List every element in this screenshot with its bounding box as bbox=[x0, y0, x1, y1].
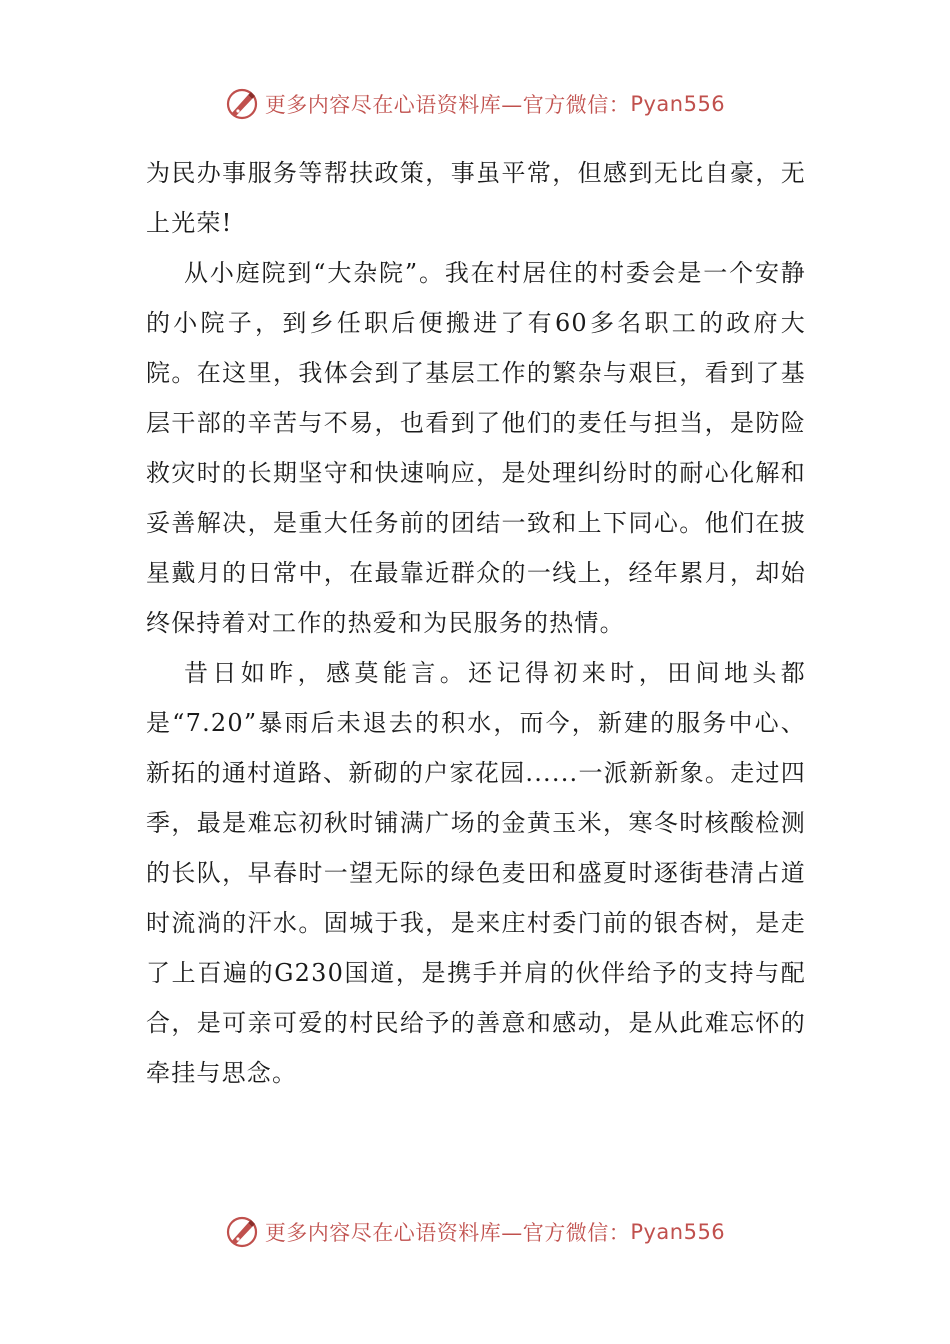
banner-text: 更多内容尽在心语资料库—官方微信： bbox=[264, 93, 631, 117]
paragraph-memories: 昔日如昨，感莫能言。还记得初来时，田间地头都是“7.20”暴雨后未退去的积水，而今，新建的服务中心、新拓的通村道路、新砌的户家花园......一派新新象。走过四季，最是难忘初秋时铺满广场的金黄玉米，寒冬时核酸检测的长队，早春时一望无际的绿色麦田和盛夏时逐街巷清占道时流淌的汗水。固城于我，是来庄村委门前的银杏树，是走了上百遍的G230国道，是携手并肩的伙伴给予的支持与配合，是可亲可爱的村民给予的善意和感动，是从此难忘怀的牵挂与思念。 bbox=[146, 659, 806, 1087]
banner-wechat-id: Pyan556 bbox=[630, 1220, 726, 1244]
footer-watermark-banner bbox=[0, 1210, 950, 1254]
pen-nib-circle-icon bbox=[225, 87, 259, 121]
banner-wechat-id: Pyan556 bbox=[630, 92, 726, 116]
banner-text: 更多内容尽在心语资料库—官方微信： bbox=[264, 1221, 631, 1245]
header-watermark-banner bbox=[0, 82, 950, 126]
document-body bbox=[146, 148, 806, 1098]
paragraph-continued: 为民办事服务等帮扶政策，事虽平常，但感到无比自豪，无上光荣! bbox=[146, 159, 806, 237]
paragraph-courtyard: 从小庭院到“大杂院”。我在村居住的村委会是一个安静的小院子，到乡任职后便搬进了有60多名职工的政府大院。在这里，我体会到了基层工作的繁杂与艰巨，看到了基层干部的辛苦与不易，也看到了他们的麦任与担当，是防险救灾时的长期坚守和快速响应，是处理纠纷时的耐心化解和妥善解决，是重大任务前的团结一致和上下同心。他们在披星戴月的日常中，在最靠近群众的一线上，经年累月，却始终保持着对工作的热爱和为民服务的热情。 bbox=[146, 259, 806, 637]
pen-nib-circle-icon bbox=[225, 1215, 259, 1249]
